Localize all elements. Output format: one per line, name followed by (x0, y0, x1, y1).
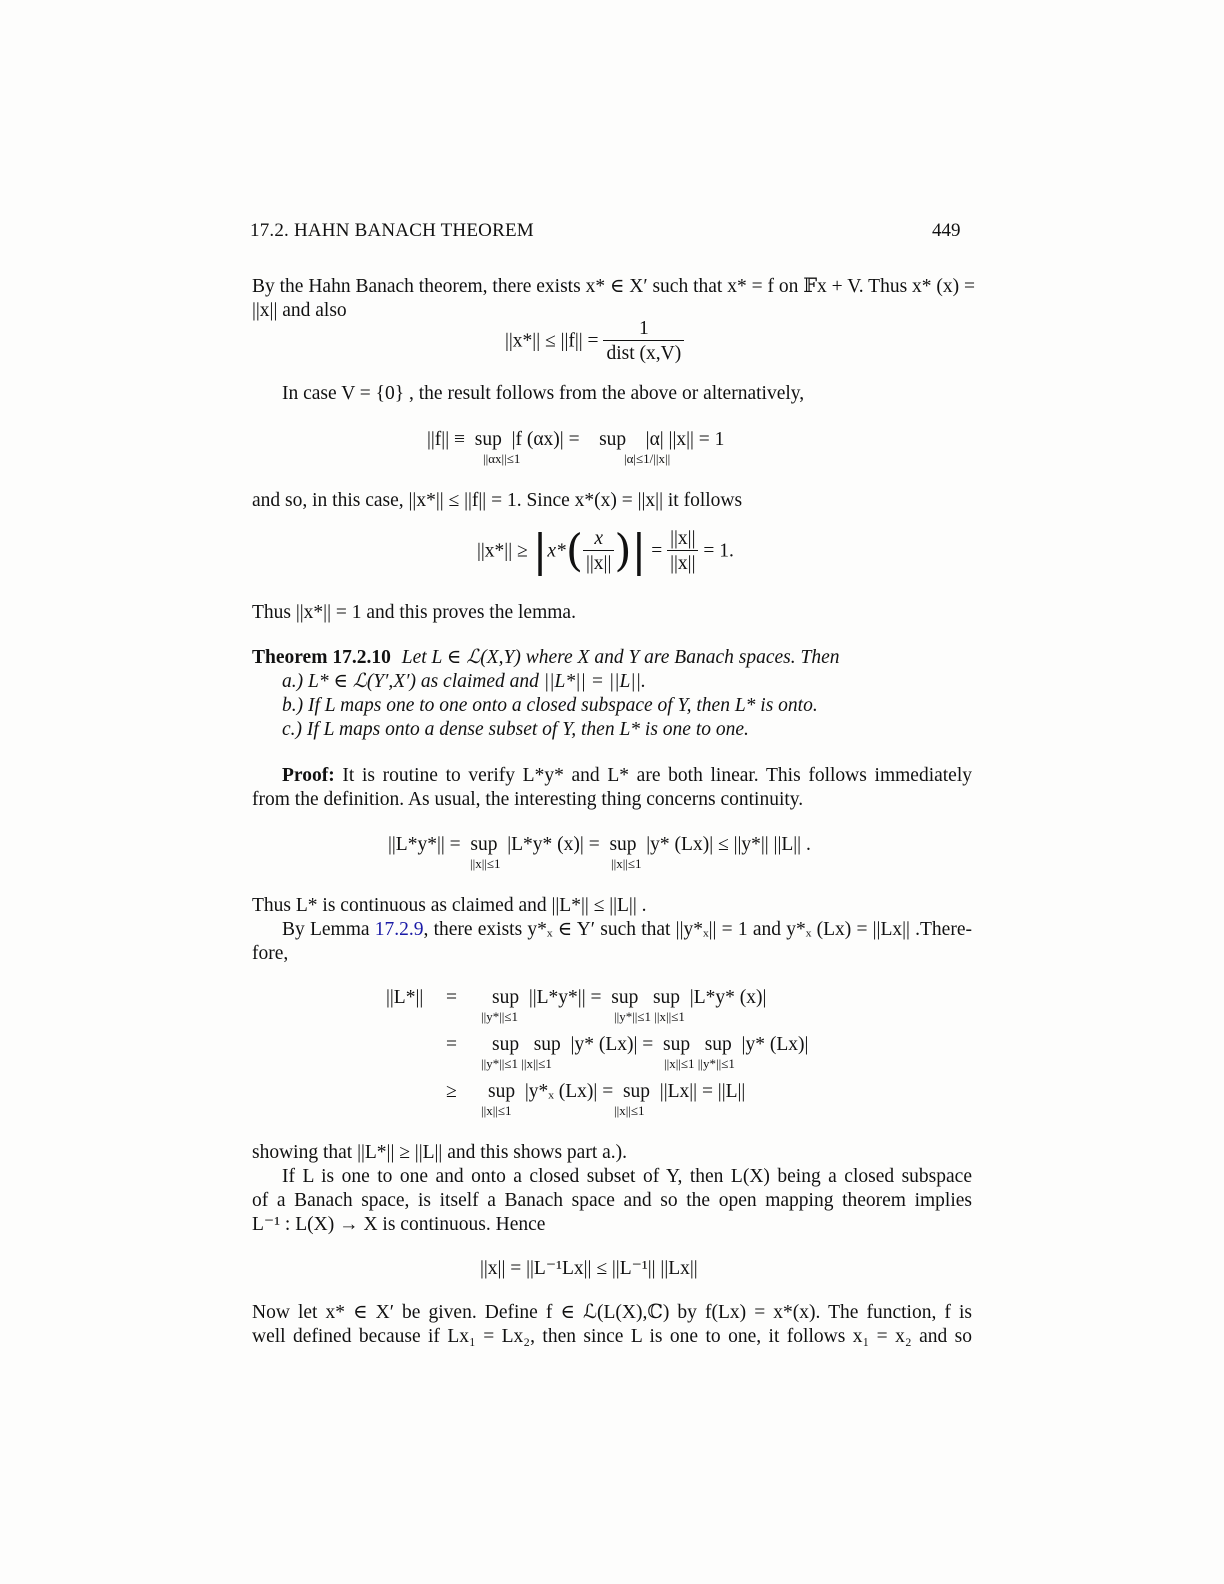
text-line: from the definition. As usual, the interesting thing concerns continuity. (252, 789, 804, 810)
x-star: x* (547, 540, 566, 562)
fraction-denominator: ||x|| (583, 550, 614, 575)
text-line: Now let x* ∈ X′ be given. Define f ∈ ℒ(L(X),ℂ) by f(Lx) = x*(x). The function, f is (252, 1302, 972, 1323)
fraction-numerator: x (594, 528, 603, 549)
theorem-statement (252, 646, 972, 670)
theorem-text: Let L ∈ ℒ(X,Y) where X and Y are Banach spaces. Then (401, 647, 840, 668)
equation-sup-f: ||f|| ≡ sup |f (αx)| = sup |α| ||x|| = 1 (427, 429, 725, 450)
equals: = (651, 540, 663, 562)
text-line: showing that ||L*|| ≥ ||L|| and this shows part a.). (252, 1142, 628, 1163)
aligned-lhs: ||L*|| (386, 987, 424, 1008)
text-line: In case V = {0} , the result follows from the above or alternatively, (282, 383, 805, 404)
aligned-op: = (446, 1034, 457, 1055)
theorem-part-a: a.) L* ∈ ℒ(Y′,X′) as claimed and ||L*|| = ||L||. (282, 671, 646, 692)
subscript: ||x||≤1 ||y*||≤1 (664, 1056, 735, 1071)
text-line (282, 918, 972, 942)
text-line: well defined because if Lx₁ = Lx₂, then since L is one to one, it follows x₁ = x₂ and so (252, 1326, 972, 1347)
equation-lhs: ||x*|| ≥ (477, 540, 528, 562)
theorem-label: Theorem 17.2.10 (252, 647, 391, 668)
subscript: ||x||≤1 (614, 1103, 645, 1118)
fraction (583, 528, 614, 575)
text-line: L⁻¹ : L(X) → X is continuous. Hence (252, 1214, 546, 1235)
subscript: ||y*||≤1 (481, 1009, 519, 1024)
fraction-denominator: dist (x,V) (603, 340, 684, 365)
equation-norm-lower-bound (477, 525, 734, 577)
subscript: |α|≤1/||x|| (624, 451, 671, 466)
subscript: ||x||≤1 (481, 1103, 512, 1118)
text-line: By the Hahn Banach theorem, there exists x* ∈ X′ such that x* = f on 𝔽x + V. Thus x* (x) = (252, 276, 976, 297)
theorem-part-c: c.) If L maps onto a dense subset of Y, then L* is one to one. (282, 719, 749, 740)
page-number: 449 (932, 220, 961, 241)
bar: | (631, 525, 647, 577)
fraction-denominator: ||x|| (667, 550, 698, 575)
bar: | (532, 525, 548, 577)
section-title: 17.2. HAHN BANACH THEOREM (250, 220, 534, 241)
aligned-rhs: sup sup |y* (Lx)| = sup sup |y* (Lx)| (492, 1034, 809, 1055)
equation-end: = 1. (703, 540, 734, 562)
text-line: If L is one to one and onto a closed subset of Y, then L(X) being a closed subspace (282, 1166, 972, 1187)
aligned-rhs: sup ||L*y*|| = sup sup |L*y* (x)| (492, 987, 767, 1008)
proof-label: Proof: (282, 765, 335, 786)
text-line: Thus ||x*|| = 1 and this proves the lemma. (252, 602, 576, 623)
lemma-reference-link[interactable]: 17.2.9 (374, 919, 424, 940)
theorem-part-b: b.) If L maps one to one onto a closed subspace of Y, then L* is onto. (282, 695, 818, 716)
fraction-numerator: 1 (638, 318, 649, 339)
equation-lhs: ||x*|| ≤ ||f|| = (505, 330, 599, 352)
text-line: and so, in this case, ||x*|| ≤ ||f|| = 1. Since x*(x) = ||x|| it follows (252, 490, 743, 511)
left-paren: ( (565, 525, 583, 577)
text-fragment: By Lemma (282, 919, 370, 940)
fraction-numerator: ||x|| (670, 528, 696, 549)
text-line: Thus L* is continuous as claimed and ||L*|| ≤ ||L|| . (252, 895, 647, 916)
equation-norm-bound (505, 318, 684, 365)
equation-adjoint-bound: ||L*y*|| = sup |L*y* (x)| = sup |y* (Lx)| ≤ ||y*|| ||L|| . (388, 834, 811, 855)
subscript: ||αx||≤1 (483, 451, 521, 466)
text-line: of a Banach space, is itself a Banach space and so the open mapping theorem implies (252, 1190, 972, 1211)
aligned-op: ≥ (446, 1081, 457, 1102)
text-line: ||x|| and also (252, 300, 347, 321)
aligned-rhs: sup |y*ₓ (Lx)| = sup ||Lx|| = ||L|| (488, 1081, 746, 1102)
subscript: ||y*||≤1 ||x||≤1 (614, 1009, 685, 1024)
proof-text: It is routine to verify L*y* and L* are both linear. This follows immediately (342, 765, 973, 786)
subscript: ||x||≤1 (470, 856, 501, 871)
proof-line (282, 764, 972, 788)
subscript: ||y*||≤1 ||x||≤1 (481, 1056, 552, 1071)
text-fragment: , there exists y*ₓ ∈ Y′ such that ||y*ₓ|| = 1 and y*ₓ (Lx) = ||Lx|| .There- (423, 919, 972, 940)
subscript: ||x||≤1 (611, 856, 642, 871)
text-line: fore, (252, 943, 289, 964)
aligned-op: = (446, 987, 457, 1008)
fraction (603, 318, 684, 365)
equation-inverse-bound: ||x|| = ||L⁻¹Lx|| ≤ ||L⁻¹|| ||Lx|| (480, 1258, 698, 1279)
right-paren: ) (614, 525, 632, 577)
fraction (667, 528, 698, 575)
running-header (250, 220, 534, 242)
